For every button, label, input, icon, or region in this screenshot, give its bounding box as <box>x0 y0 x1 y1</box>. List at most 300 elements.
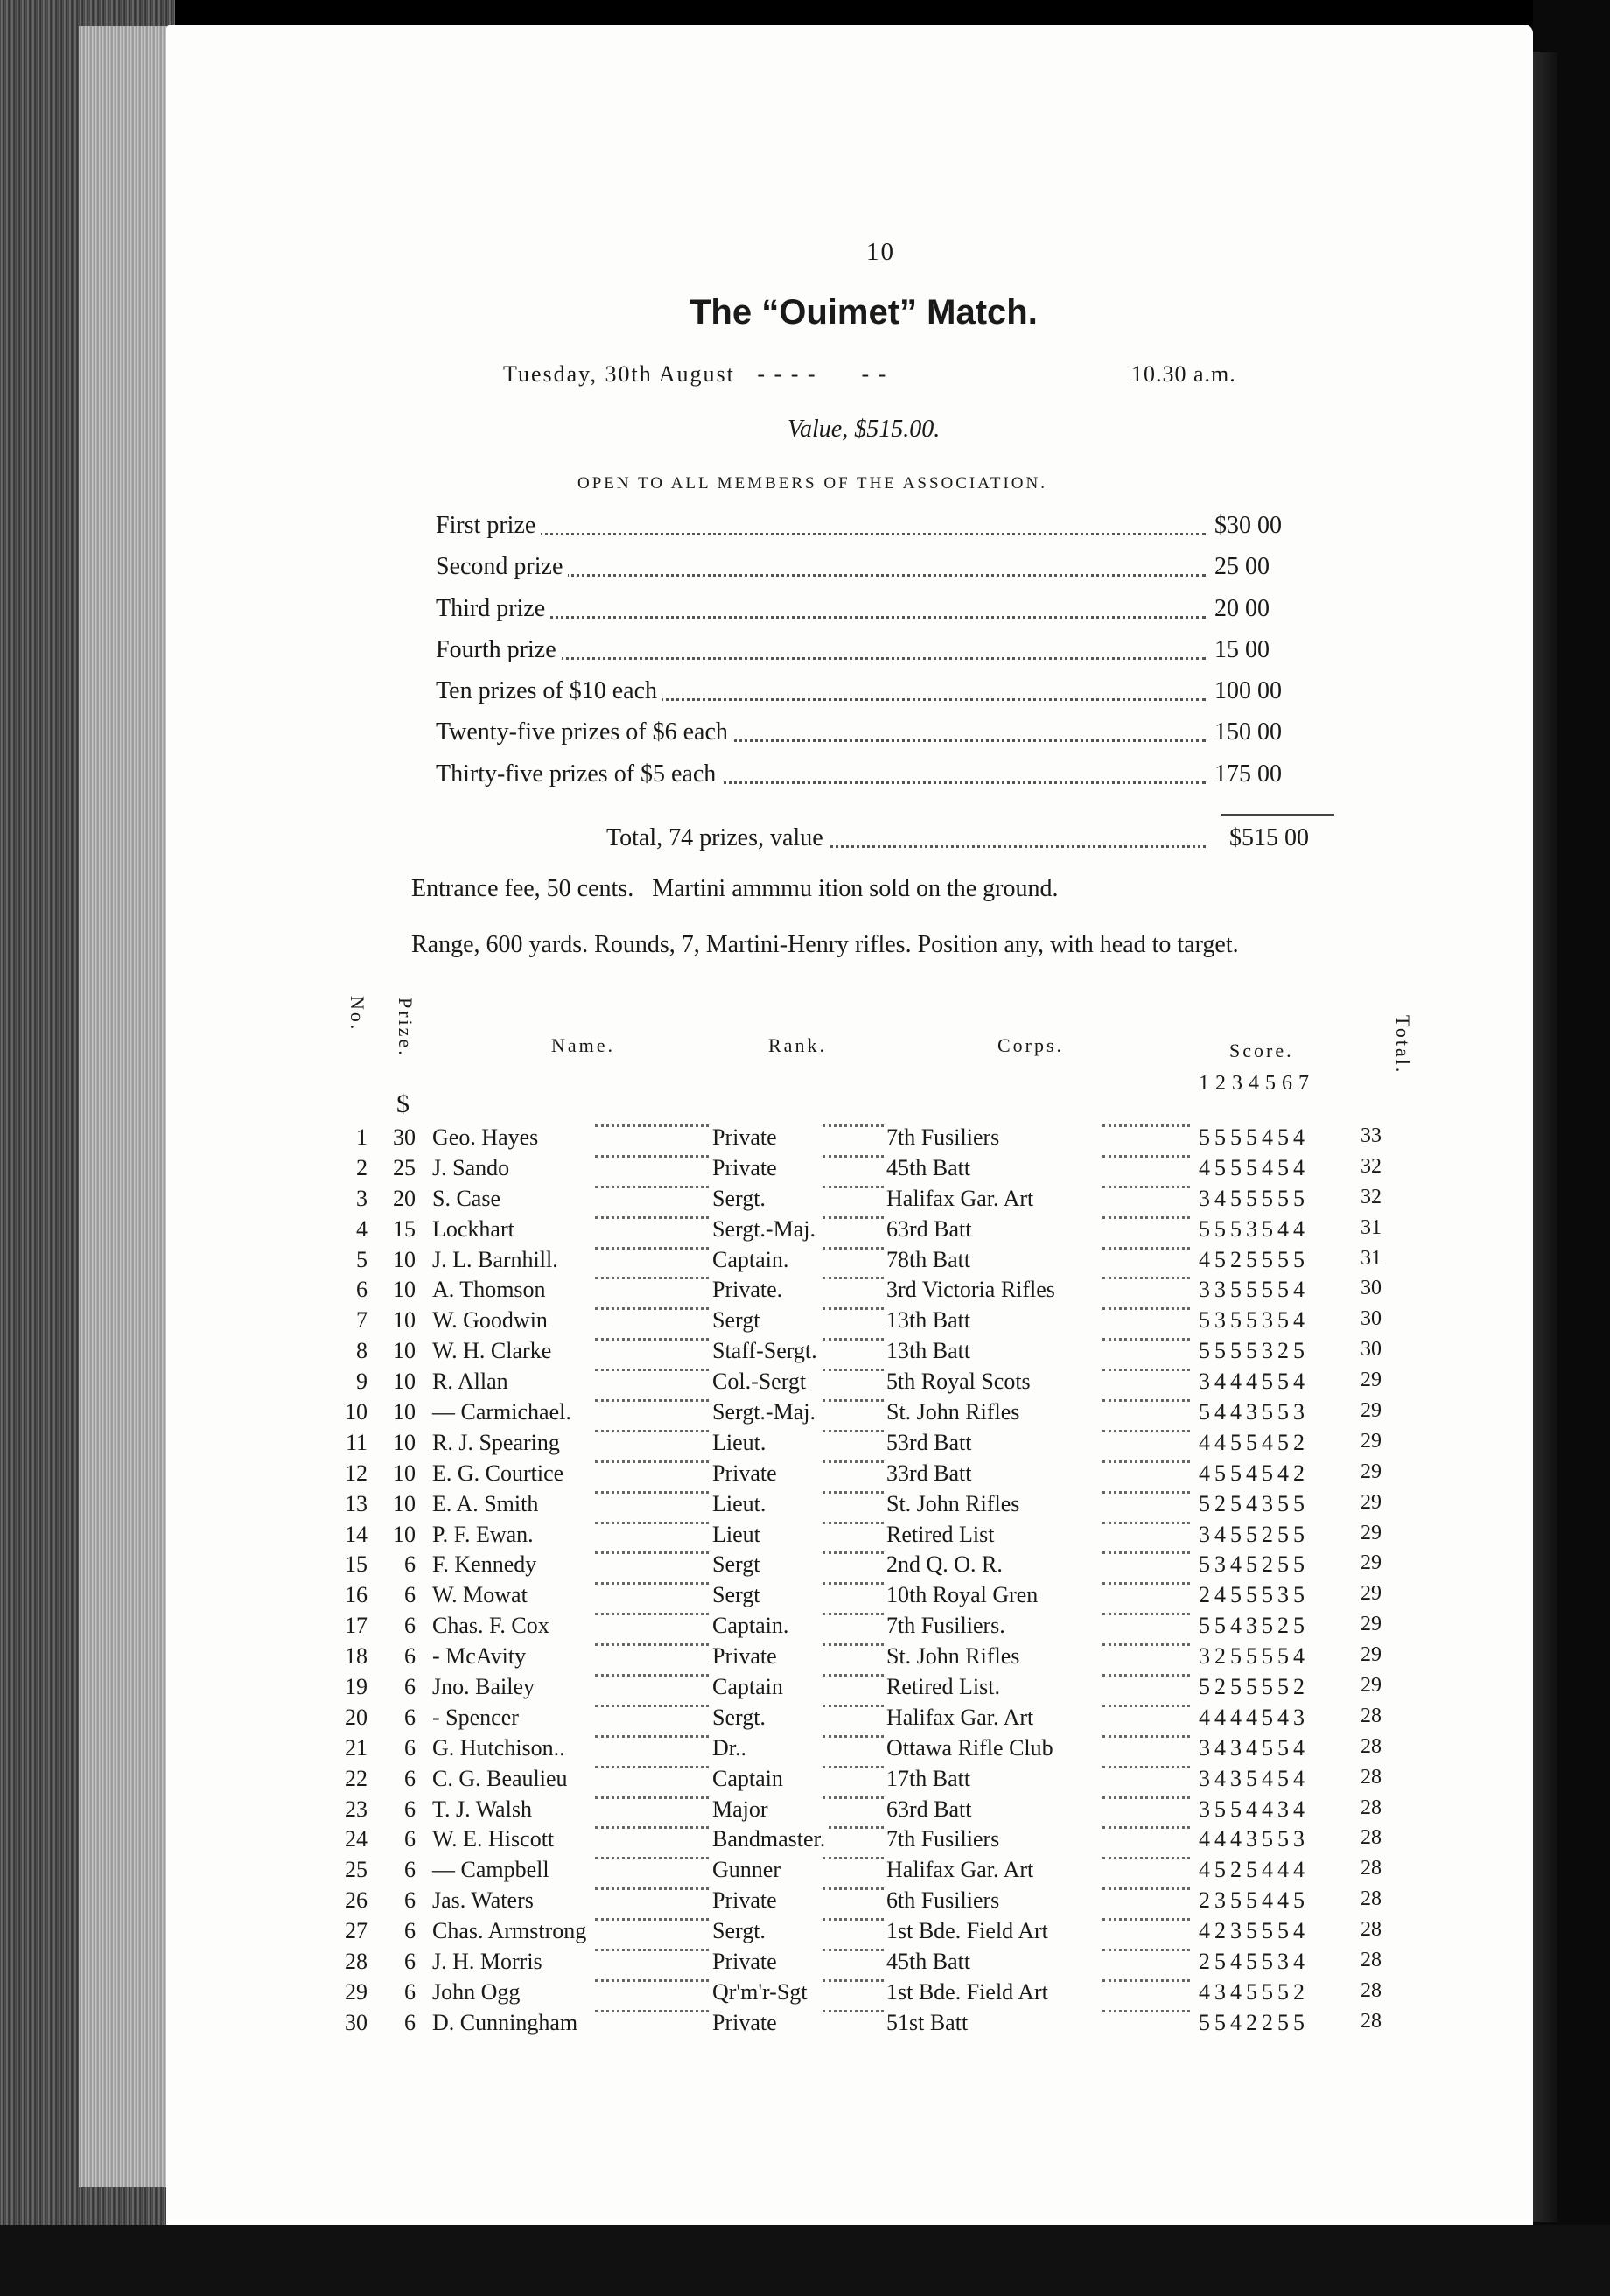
cell-total: 29 <box>1361 1429 1382 1452</box>
leader-dots <box>822 1643 884 1646</box>
cell-score: 5254355 <box>1199 1490 1309 1516</box>
leader-dots <box>822 1186 884 1188</box>
leader-dots <box>1102 1704 1190 1707</box>
cell-score: 3255554 <box>1199 1643 1309 1670</box>
cell-corps: 6th Fusiliers <box>886 1887 1003 1914</box>
cell-rank: Private <box>712 1124 780 1151</box>
table-row <box>332 1430 1426 1460</box>
cell-total: 31 <box>1361 1246 1382 1270</box>
cell-total: 28 <box>1361 1796 1382 1819</box>
leader-dots <box>822 1399 884 1402</box>
leader-dots <box>1102 1796 1190 1799</box>
leader-dots <box>1102 1491 1190 1494</box>
cell-rank: Captain. <box>712 1247 792 1273</box>
cell-total: 28 <box>1361 1887 1382 1911</box>
page-number: 10 <box>866 238 895 266</box>
leader-dots <box>822 1247 884 1250</box>
table-row <box>332 1949 1426 1979</box>
table-row <box>332 1826 1426 1857</box>
total-rule <box>1221 814 1334 816</box>
cell-name: John Ogg <box>432 1979 523 2006</box>
prize-label: Thirty-five prizes of $5 each <box>436 760 721 788</box>
leader-dots <box>822 1277 884 1279</box>
cell-no: 19 <box>345 1674 368 1700</box>
cell-no: 3 <box>356 1185 368 1211</box>
cell-total: 29 <box>1361 1643 1382 1667</box>
table-row <box>332 1124 1426 1155</box>
entrance-fee-note: Entrance fee, 50 cents. Martini ammmu ition sold on the ground. <box>411 875 1059 902</box>
leader-dots <box>595 1582 709 1585</box>
cell-name: T. J. Walsh <box>432 1796 536 1823</box>
leader-dots <box>595 1522 709 1524</box>
header-score-shots: 1234567 <box>1199 1072 1315 1095</box>
leader-dots <box>444 616 1206 619</box>
header-prize: Prize. <box>395 998 416 1058</box>
cell-corps: 51st Batt <box>886 2010 971 2036</box>
cell-rank: Sergt. <box>712 1186 769 1212</box>
prize-row <box>436 595 1337 636</box>
table-row <box>332 1155 1426 1186</box>
cell-prize: 10 <box>393 1490 416 1516</box>
leader-dots <box>1102 1551 1190 1554</box>
cell-total: 28 <box>1361 1734 1382 1758</box>
header-name: Name. <box>551 1034 616 1056</box>
cell-corps: 53rd Batt <box>886 1430 976 1456</box>
cell-score: 3554434 <box>1199 1796 1309 1822</box>
leader-dots <box>1102 1949 1190 1951</box>
cell-no: 23 <box>345 1796 368 1822</box>
cell-rank: Major <box>712 1796 772 1823</box>
leader-dots <box>1102 1247 1190 1250</box>
leader-dots <box>1102 2010 1190 2012</box>
cell-corps: St. John Rifles <box>886 1399 1023 1425</box>
leader-dots <box>595 1979 709 1982</box>
cell-name: W. H. Clarke <box>432 1338 555 1364</box>
cell-corps: Ottawa Rifle Club <box>886 1735 1057 1761</box>
match-value: Value, $515.00. <box>788 416 941 443</box>
prize-amount: 100 00 <box>1214 677 1328 705</box>
cell-no: 16 <box>345 1582 368 1608</box>
cell-score: 4235554 <box>1199 1918 1309 1944</box>
cell-corps: 2nd Q. O. R. <box>886 1551 1006 1578</box>
table-row <box>332 1582 1426 1613</box>
table-row <box>332 1887 1426 1918</box>
cell-corps: 7th Fusiliers <box>886 1124 1003 1151</box>
leader-dots <box>1102 1918 1190 1921</box>
cell-no: 27 <box>345 1918 368 1944</box>
cell-prize: 6 <box>404 1887 416 1914</box>
eligibility-note: OPEN TO ALL MEMBERS OF THE ASSOCIATION. <box>578 474 1047 493</box>
cell-no: 24 <box>345 1826 368 1852</box>
leader-dots <box>822 1949 884 1951</box>
cell-score: 3355554 <box>1199 1277 1309 1303</box>
cell-total: 30 <box>1361 1338 1382 1362</box>
cell-name: P. F. Ewan. <box>432 1522 537 1548</box>
table-row <box>332 1491 1426 1522</box>
leader-dots <box>595 1338 709 1340</box>
cell-corps: St. John Rifles <box>886 1643 1023 1670</box>
cell-prize: 6 <box>404 1582 416 1608</box>
cell-corps: 3rd Victoria Rifles <box>886 1277 1059 1303</box>
leader-dots <box>595 1796 709 1799</box>
cell-total: 32 <box>1361 1154 1382 1178</box>
cell-rank: Lieut. <box>712 1491 769 1517</box>
cell-rank: Private. <box>712 1277 786 1303</box>
match-date: Tuesday, 30th August <box>503 361 735 387</box>
cell-total: 28 <box>1361 1704 1382 1727</box>
leader-dots <box>595 1368 709 1371</box>
leader-dots <box>595 1949 709 1951</box>
cell-prize: 6 <box>404 1765 416 1791</box>
cell-prize: 6 <box>404 1918 416 1944</box>
table-row <box>332 1551 1426 1582</box>
cell-total: 29 <box>1361 1551 1382 1575</box>
cell-total: 29 <box>1361 1582 1382 1606</box>
scan-background <box>0 2225 1610 2296</box>
prize-label: First prize <box>436 512 541 540</box>
prize-amount: 175 00 <box>1214 760 1328 788</box>
leader-dots <box>1102 1613 1190 1615</box>
table-row <box>332 1643 1426 1674</box>
cell-no: 5 <box>356 1246 368 1272</box>
cell-score: 5553544 <box>1199 1215 1309 1242</box>
leader-dots <box>595 1551 709 1554</box>
leader-dots <box>822 1124 884 1127</box>
cell-score: 5255552 <box>1199 1674 1309 1700</box>
cell-prize: 6 <box>404 2009 416 2035</box>
total-amount: $515 00 <box>1229 824 1309 851</box>
cell-score: 5443553 <box>1199 1399 1309 1425</box>
leader-dots <box>595 1155 709 1158</box>
leader-dots <box>822 1674 884 1676</box>
cell-name: Geo. Hayes <box>432 1124 542 1151</box>
leader-dots <box>822 1522 884 1524</box>
cell-total: 28 <box>1361 2009 1382 2033</box>
leader-dots <box>822 1796 884 1799</box>
table-row <box>332 1796 1426 1827</box>
cell-corps: 33rd Batt <box>886 1460 976 1487</box>
cell-name: F. Kennedy <box>432 1551 540 1578</box>
cell-prize: 10 <box>393 1521 416 1547</box>
table-row <box>332 1522 1426 1552</box>
leader-dots <box>822 1857 884 1859</box>
leader-dots <box>822 1918 884 1921</box>
cell-name: W. Mowat <box>432 1582 531 1608</box>
cell-corps: Halifax Gar. Art <box>886 1857 1037 1883</box>
cell-name: Jno. Bailey <box>432 1674 538 1700</box>
cell-rank: Lieut. <box>712 1430 769 1456</box>
leader-dots <box>595 1430 709 1432</box>
cell-score: 4443553 <box>1199 1826 1309 1852</box>
cell-prize: 6 <box>404 1734 416 1760</box>
cell-total: 29 <box>1361 1674 1382 1698</box>
prize-amount: 25 00 <box>1214 553 1328 581</box>
cell-score: 3455555 <box>1199 1185 1309 1211</box>
cell-score: 5345255 <box>1199 1551 1309 1578</box>
range-note: Range, 600 yards. Rounds, 7, Martini-Henry rifles. Position any, with head to target. <box>411 931 1239 958</box>
header-score: Score. <box>1229 1040 1294 1061</box>
cell-prize: 6 <box>404 1857 416 1883</box>
header-no: No. <box>346 996 368 1032</box>
cell-name: Chas. Armstrong <box>432 1918 590 1944</box>
cell-name: A. Thomson <box>432 1277 550 1303</box>
cell-total: 30 <box>1361 1277 1382 1300</box>
cell-rank: Lieut <box>712 1522 764 1548</box>
cell-no: 7 <box>356 1307 368 1334</box>
cell-prize: 25 <box>393 1154 416 1180</box>
cell-corps: 10th Royal Gren <box>886 1582 1041 1608</box>
cell-name: — Campbell <box>432 1857 553 1883</box>
cell-total: 32 <box>1361 1185 1382 1208</box>
table-row <box>332 1399 1426 1430</box>
table-row <box>332 1368 1426 1399</box>
leader-dots <box>1102 1735 1190 1738</box>
leader-dots <box>1102 1399 1190 1402</box>
header-total: Total. <box>1392 1015 1414 1075</box>
cell-name: J. H. Morris <box>432 1949 546 1975</box>
cell-prize: 6 <box>404 1949 416 1975</box>
cell-prize: 10 <box>393 1246 416 1272</box>
leader-dots <box>822 1338 884 1340</box>
leader-dots <box>822 1368 884 1371</box>
cell-corps: 63rd Batt <box>886 1796 976 1823</box>
cell-no: 1 <box>356 1124 368 1150</box>
cell-prize: 20 <box>393 1185 416 1211</box>
prize-row <box>436 512 1337 553</box>
prize-row <box>436 718 1337 760</box>
leader-dots <box>595 1704 709 1707</box>
leader-dots <box>1102 1582 1190 1585</box>
leader-dots <box>595 1399 709 1402</box>
leader-dots <box>822 1460 884 1463</box>
leader-dots <box>595 1307 709 1310</box>
cell-score: 5555325 <box>1199 1338 1309 1364</box>
cell-name: Chas. F. Cox <box>432 1613 553 1639</box>
cell-name: — Carmichael. <box>432 1399 575 1425</box>
table-row <box>332 1186 1426 1216</box>
cell-rank: Sergt <box>712 1582 763 1608</box>
cell-name: J. L. Barnhill. <box>432 1247 562 1273</box>
match-dateline <box>503 361 1236 388</box>
leader-dots <box>595 1643 709 1646</box>
leader-dots <box>1102 1766 1190 1768</box>
cell-rank: Private <box>712 1887 780 1914</box>
leader-dots <box>822 1887 884 1890</box>
cell-corps: Halifax Gar. Art <box>886 1186 1037 1212</box>
table-row <box>332 1216 1426 1247</box>
table-row <box>332 1674 1426 1704</box>
cell-rank: Qr'm'r-Sgt <box>712 1979 811 2006</box>
leader-dots <box>822 1216 884 1219</box>
cell-total: 28 <box>1361 1978 1382 2002</box>
cell-rank: Sergt <box>712 1307 763 1334</box>
prize-row <box>436 760 1337 802</box>
cell-name: R. Allan <box>432 1368 512 1395</box>
cell-corps: 63rd Batt <box>886 1216 976 1242</box>
prize-label: Second prize <box>436 553 568 581</box>
cell-score: 4525555 <box>1199 1246 1309 1272</box>
leader-dots <box>1102 1522 1190 1524</box>
prize-total-row <box>606 824 1337 859</box>
leader-dots <box>595 1735 709 1738</box>
cell-total: 29 <box>1361 1521 1382 1544</box>
prize-label: Third prize <box>436 595 550 623</box>
prize-amount: 15 00 <box>1214 636 1328 664</box>
cell-no: 11 <box>345 1429 368 1455</box>
cell-prize: 6 <box>404 1674 416 1700</box>
cell-no: 26 <box>345 1887 368 1914</box>
leader-dots <box>1102 1643 1190 1646</box>
cell-total: 28 <box>1361 1765 1382 1788</box>
cell-total: 28 <box>1361 1918 1382 1942</box>
leader-dots <box>595 1247 709 1250</box>
leader-dots <box>595 1491 709 1494</box>
leader-dots <box>822 1979 884 1982</box>
cell-score: 4444543 <box>1199 1704 1309 1730</box>
cell-rank: Private <box>712 1155 780 1181</box>
cell-corps: 17th Batt <box>886 1766 974 1792</box>
cell-prize: 10 <box>393 1368 416 1395</box>
cell-no: 9 <box>356 1368 368 1395</box>
leader-dots <box>595 1613 709 1615</box>
cell-score: 4345552 <box>1199 1978 1309 2005</box>
table-row <box>332 1857 1426 1887</box>
cell-no: 14 <box>345 1521 368 1547</box>
prize-row <box>436 677 1337 718</box>
leader-dots <box>1102 1430 1190 1432</box>
cell-rank: Captain <box>712 1766 787 1792</box>
cell-no: 21 <box>345 1734 368 1760</box>
cell-total: 28 <box>1361 1949 1382 1972</box>
table-row <box>332 1247 1426 1278</box>
cell-prize: 10 <box>393 1277 416 1303</box>
cell-corps: 45th Batt <box>886 1949 974 1975</box>
cell-no: 12 <box>345 1460 368 1486</box>
table-row <box>332 1735 1426 1766</box>
leader-dots <box>822 1551 884 1554</box>
leader-dots <box>595 1674 709 1676</box>
cell-corps: St. John Rifles <box>886 1491 1023 1517</box>
leader-dots <box>595 1766 709 1768</box>
cell-total: 29 <box>1361 1490 1382 1514</box>
leader-dots <box>444 533 1206 536</box>
cell-prize: 10 <box>393 1399 416 1425</box>
leader-dots <box>595 1887 709 1890</box>
cell-prize: 15 <box>393 1215 416 1242</box>
leader-dots <box>822 1613 884 1615</box>
cell-no: 10 <box>345 1399 368 1425</box>
cell-score: 5355354 <box>1199 1307 1309 1334</box>
cell-corps: 1st Bde. Field Art <box>886 1979 1052 2006</box>
cell-prize: 10 <box>393 1338 416 1364</box>
cell-corps: 78th Batt <box>886 1247 974 1273</box>
cell-name: W. E. Hiscott <box>432 1826 557 1852</box>
cell-prize: 10 <box>393 1429 416 1455</box>
cell-rank: Gunner <box>712 1857 784 1883</box>
leader-dots <box>1102 1186 1190 1188</box>
cell-rank: Private <box>712 2010 780 2036</box>
leader-dots <box>1102 1674 1190 1676</box>
prize-label: Ten prizes of $10 each <box>436 677 662 705</box>
cell-prize: 10 <box>393 1460 416 1486</box>
cell-total: 30 <box>1361 1307 1382 1331</box>
cell-score: 3435454 <box>1199 1765 1309 1791</box>
cell-score: 3444554 <box>1199 1368 1309 1395</box>
cell-corps: 7th Fusiliers <box>886 1826 1003 1852</box>
header-dollar: $ <box>396 1089 410 1118</box>
cell-name: - McAvity <box>432 1643 529 1670</box>
page-title: The “Ouimet” Match. <box>690 293 1038 332</box>
cell-rank: Col.-Sergt <box>712 1368 809 1395</box>
prize-amount: 150 00 <box>1214 718 1328 746</box>
cell-prize: 6 <box>404 1551 416 1578</box>
cell-prize: 6 <box>404 1978 416 2005</box>
cell-name: W. Goodwin <box>432 1307 551 1334</box>
cell-corps: 7th Fusiliers. <box>886 1613 1009 1639</box>
cell-rank: Sergt.-Maj. <box>712 1399 819 1425</box>
leader-dots <box>1102 1857 1190 1859</box>
cell-rank: Private <box>712 1460 780 1487</box>
prize-label: Twenty-five prizes of $6 each <box>436 718 733 746</box>
dateline-dashes: - - - - - - <box>757 361 888 387</box>
cell-name: R. J. Spearing <box>432 1430 564 1456</box>
header-corps: Corps. <box>998 1034 1065 1056</box>
cell-total: 28 <box>1361 1857 1382 1880</box>
cell-rank: Private <box>712 1949 780 1975</box>
cell-rank: Sergt.-Maj. <box>712 1216 819 1242</box>
cell-rank: Private <box>712 1643 780 1670</box>
cell-score: 3455255 <box>1199 1521 1309 1547</box>
cell-rank: Captain <box>712 1674 787 1700</box>
leader-dots <box>595 1216 709 1219</box>
cell-no: 6 <box>356 1277 368 1303</box>
cell-total: 31 <box>1361 1215 1382 1239</box>
cell-total: 29 <box>1361 1460 1382 1483</box>
table-row <box>332 1918 1426 1949</box>
cell-no: 8 <box>356 1338 368 1364</box>
cell-name: Jas. Waters <box>432 1887 537 1914</box>
leader-dots <box>822 1704 884 1707</box>
cell-prize: 10 <box>393 1307 416 1334</box>
cell-no: 25 <box>345 1857 368 1883</box>
cell-no: 2 <box>356 1154 368 1180</box>
leader-dots <box>1102 1368 1190 1371</box>
cell-rank: Dr.. <box>712 1735 750 1761</box>
results-table <box>332 1124 1426 2040</box>
cell-no: 29 <box>345 1978 368 2005</box>
cell-no: 30 <box>345 2009 368 2035</box>
cell-rank: Sergt. <box>712 1918 769 1944</box>
cell-name: E. A. Smith <box>432 1491 542 1517</box>
cell-prize: 6 <box>404 1613 416 1639</box>
cell-rank: Sergt. <box>712 1704 769 1731</box>
cell-no: 20 <box>345 1704 368 1730</box>
cell-score: 2455535 <box>1199 1582 1309 1608</box>
cell-corps: 1st Bde. Field Art <box>886 1918 1052 1944</box>
cell-corps: 13th Batt <box>886 1307 974 1334</box>
table-row <box>332 1277 1426 1307</box>
cell-corps: 5th Royal Scots <box>886 1368 1034 1395</box>
prize-list <box>436 512 1337 802</box>
cell-prize: 6 <box>404 1643 416 1670</box>
leader-dots <box>822 1307 884 1310</box>
table-row <box>332 1307 1426 1338</box>
leader-dots <box>595 1460 709 1463</box>
cell-corps: 13th Batt <box>886 1338 974 1364</box>
cell-name: J. Sando <box>432 1155 513 1181</box>
leader-dots <box>1102 1307 1190 1310</box>
prize-row <box>436 636 1337 677</box>
